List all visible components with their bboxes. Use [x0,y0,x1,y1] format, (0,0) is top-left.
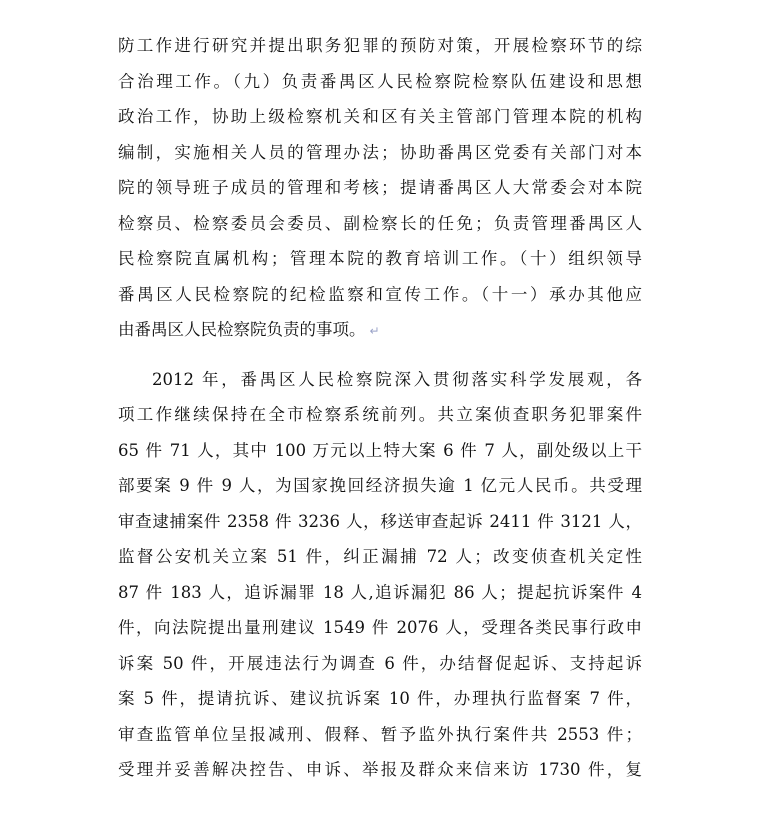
paragraph-spacing [118,348,642,362]
paragraph-2 [118,362,642,788]
paragraph-mark-icon: ↵ [369,324,380,338]
text-line: 政治工作，协助上级检察机关和区有关主管部门管理本院的机构 [118,107,642,126]
document-body [118,28,642,788]
text-line: 65 件 71 人，其中 100 万元以上特大案 6 件 7 人，副处级以上干 [118,440,642,460]
text-line: 合治理工作。（九）负责番禺区人民检察院检察队伍建设和思想 [118,71,642,91]
text-line: 项工作继续保持在全市检察系统前列。共立案侦查职务犯罪案件 [118,405,642,424]
text-line: 受理并妥善解决控告、申诉、举报及群众来信来访 1730 件，复 [118,760,642,779]
text-line-first: 2012 年，番禺区人民检察院深入贯彻落实科学发展观，各 [152,369,642,389]
text-line: 部要案 9 件 9 人，为国家挽回经济损失逾 1 亿元人民币。共受理 [118,476,642,495]
text-line: 案 5 件，提请抗诉、建议抗诉案 10 件，办理执行监督案 7 件， [118,689,642,708]
text-line: 审查逮捕案件 2358 件 3236 人，移送审查起诉 2411 件 3121 人， [118,511,642,531]
text-line: 院的领导班子成员的管理和考核；提请番禺区人大常委会对本院 [118,178,642,197]
text-line: 防工作进行研究并提出职务犯罪的预防对策，开展检察环节的综 [118,36,642,55]
text-line: 监督公安机关立案 51 件，纠正漏捕 72 人；改变侦查机关定性 [118,547,642,566]
text-line-last [118,312,642,348]
paragraph-1 [118,28,642,348]
text-line: 件，向法院提出量刑建议 1549 件 2076 人，受理各类民事行政申 [118,618,642,637]
text-line: 87 件 183 人，追诉漏罪 18 人,追诉漏犯 86 人；提起抗诉案件 4 [118,582,642,602]
text-line: 诉案 50 件，开展违法行为调查 6 件，办结督促起诉、支持起诉 [118,653,642,673]
text-line-content: 由番禺区人民检察院负责的事项。 [118,320,366,339]
text-line: 审查监管单位呈报减刑、假释、暂予监外执行案件共 2553 件； [118,724,642,744]
text-line: 编制，实施相关人员的管理办法；协助番禺区党委有关部门对本 [118,142,642,162]
text-line: 番禺区人民检察院的纪检监察和宣传工作。（十一）承办其他应 [118,284,642,304]
text-line: 检察员、检察委员会委员、副检察长的任免；负责管理番禺区人 [118,213,642,233]
text-line: 民检察院直属机构；管理本院的教育培训工作。（十）组织领导 [118,249,642,268]
